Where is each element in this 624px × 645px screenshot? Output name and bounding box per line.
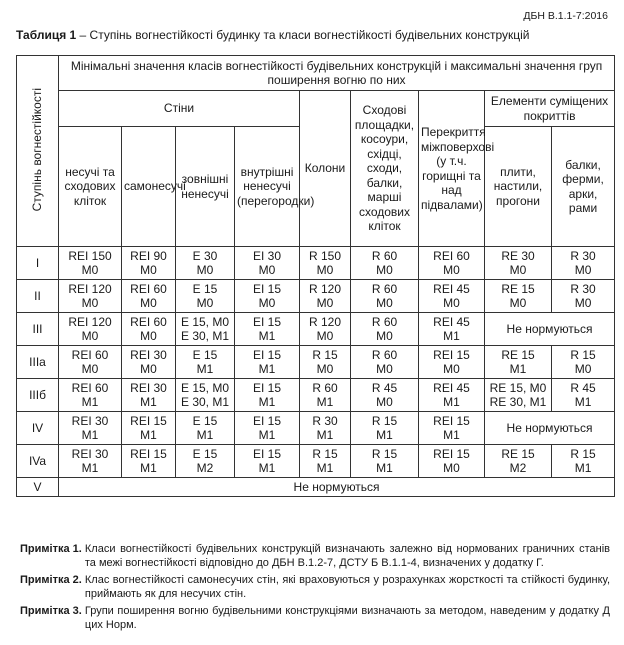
note-text: Класи вогнестійкості будівельних конструкцій визначають залежно від нормованих граничних станів та межі вогнестійкості відповідно до ДБН В.1.2-7, ДСТУ Б В.1.1-4, визначених у додатку Г. <box>84 543 610 569</box>
row-grade: III <box>17 313 59 346</box>
table-row <box>17 412 615 445</box>
table-cell: EI 15 M1 <box>235 379 300 412</box>
table-row <box>17 346 615 379</box>
table-row <box>17 445 615 478</box>
table-cell: REI 120 M0 <box>59 313 122 346</box>
table-cell: R 15 M0 <box>552 346 615 379</box>
header-degree <box>17 56 59 247</box>
table-cell: REI 15 M1 <box>419 412 485 445</box>
table-cell: E 30 M0 <box>176 247 235 280</box>
table-cell: REI 60 M0 <box>419 247 485 280</box>
note-label: Примітка 3. <box>20 605 82 617</box>
table-cell: REI 120 M0 <box>59 280 122 313</box>
note-3 <box>20 604 610 632</box>
table-cell: R 45 M0 <box>351 379 419 412</box>
table-cell: E 15 M2 <box>176 445 235 478</box>
table-cell: REI 60 M1 <box>59 379 122 412</box>
table-cell: REI 45 M1 <box>419 379 485 412</box>
table-cell: RE 15, M0 RE 30, M1 <box>485 379 552 412</box>
table-cell: R 30 M1 <box>300 412 351 445</box>
row-grade: V <box>17 478 59 497</box>
table-cell: E 15 M1 <box>176 346 235 379</box>
table-caption <box>16 28 530 42</box>
note-1 <box>20 542 610 570</box>
document-number: ДБН В.1.1-7:2016 <box>523 10 608 22</box>
header-walls: Стіни <box>59 91 300 127</box>
table-row <box>17 313 615 346</box>
table-cell: R 150 M0 <box>300 247 351 280</box>
table-cell: R 15 M0 <box>300 346 351 379</box>
row-grade: IVa <box>17 445 59 478</box>
header-main: Мінімальні значення класів вогнестійкості будівельних конструкцій і максимальні значення груп поширення вогню по них <box>59 56 615 91</box>
table-cell: REI 30 M1 <box>122 379 176 412</box>
table-cell: EI 15 M1 <box>235 445 300 478</box>
notes <box>20 542 610 635</box>
fire-resistance-table <box>16 55 615 497</box>
table-cell: REI 15 M1 <box>122 445 176 478</box>
header-walls-internal: внутрішні ненесучі (перегородки) <box>235 127 300 247</box>
table-row <box>17 247 615 280</box>
row-grade: I <box>17 247 59 280</box>
table-cell: REI 30 M1 <box>59 412 122 445</box>
table-cell: R 60 M0 <box>351 280 419 313</box>
header-degree-text: Ступінь вогнестійкості <box>30 87 45 211</box>
table-cell: R 15 M1 <box>351 445 419 478</box>
table-cell: R 60 M0 <box>351 346 419 379</box>
table-cell: EI 15 M1 <box>235 313 300 346</box>
header-walls-external: зовнішні ненесучі <box>176 127 235 247</box>
table-cell: REI 30 M0 <box>122 346 176 379</box>
table-cell: R 45 M1 <box>552 379 615 412</box>
caption-text: – Ступінь вогнестійкості будинку та класи вогнестійкості будівельних конструкцій <box>76 28 530 42</box>
table-cell: REI 60 M0 <box>122 280 176 313</box>
table-cell: REI 90 M0 <box>122 247 176 280</box>
not-regulated-cell: Не нормуються <box>59 478 615 497</box>
table-cell: EI 15 M0 <box>235 280 300 313</box>
table-cell: R 60 M0 <box>351 247 419 280</box>
table-cell: REI 15 M1 <box>122 412 176 445</box>
table-cell: REI 15 M0 <box>419 445 485 478</box>
header-walls-bearing: несучі та сходових кліток <box>59 127 122 247</box>
table-cell: RE 15 M1 <box>485 346 552 379</box>
table-row <box>17 478 615 497</box>
table-cell: REI 15 M0 <box>419 346 485 379</box>
table-cell: R 15 M1 <box>300 445 351 478</box>
table-cell: E 15 M0 <box>176 280 235 313</box>
table-cell: REI 30 M1 <box>59 445 122 478</box>
note-text: Групи поширення вогню будівельними конструкціями визначають за методом, наведеним у додатку Д цих Норм. <box>84 605 610 631</box>
not-regulated-cell: Не нормуються <box>485 412 615 445</box>
table-cell: RE 15 M0 <box>485 280 552 313</box>
note-2 <box>20 573 610 601</box>
table-cell: REI 45 M0 <box>419 280 485 313</box>
note-label: Примітка 2. <box>20 574 82 586</box>
table-cell: R 30 M0 <box>552 247 615 280</box>
table-cell: REI 60 M0 <box>59 346 122 379</box>
not-regulated-cell: Не нормуються <box>485 313 615 346</box>
note-label: Примітка 1. <box>20 543 82 555</box>
table-cell: E 15, M0 E 30, M1 <box>176 379 235 412</box>
caption-label: Таблиця 1 <box>16 28 77 42</box>
table-cell: REI 45 M1 <box>419 313 485 346</box>
header-roof-beams: балки, ферми, арки, рами <box>552 127 615 247</box>
header-columns: Колони <box>300 91 351 247</box>
table-cell: EI 30 M0 <box>235 247 300 280</box>
table-cell: E 15, M0 E 30, M1 <box>176 313 235 346</box>
header-stairs: Сходові площадки, косоури, східці, сходи, балки, марші сходових кліток <box>351 91 419 247</box>
table-cell: R 60 M1 <box>300 379 351 412</box>
note-text: Клас вогнестійкості самонесучих стін, які враховуються у розрахунках жорсткості та стійкості будинку, приймають як для несучих стін. <box>84 574 610 600</box>
row-grade: II <box>17 280 59 313</box>
table-cell: REI 60 M0 <box>122 313 176 346</box>
header-walls-selfbearing: самонесучі <box>122 127 176 247</box>
header-roof: Елементи суміщених покриттів <box>485 91 615 127</box>
table-row <box>17 280 615 313</box>
table-cell: R 15 M1 <box>552 445 615 478</box>
table-cell: R 30 M0 <box>552 280 615 313</box>
table-cell: R 15 M1 <box>351 412 419 445</box>
header-roof-slabs: плити, настили, прогони <box>485 127 552 247</box>
table-cell: R 120 M0 <box>300 313 351 346</box>
row-grade: IIIб <box>17 379 59 412</box>
table-cell: REI 150 M0 <box>59 247 122 280</box>
table-row <box>17 379 615 412</box>
table-cell: RE 15 M2 <box>485 445 552 478</box>
table-cell: E 15 M1 <box>176 412 235 445</box>
table-cell: R 60 M0 <box>351 313 419 346</box>
table-cell: RE 30 M0 <box>485 247 552 280</box>
table-cell: EI 15 M1 <box>235 346 300 379</box>
row-grade: IV <box>17 412 59 445</box>
table-cell: EI 15 M1 <box>235 412 300 445</box>
table-cell: R 120 M0 <box>300 280 351 313</box>
row-grade: IIIa <box>17 346 59 379</box>
header-floors: Перекриття міжповерхові (у т.ч. горищні та над підвалами) <box>419 91 485 247</box>
